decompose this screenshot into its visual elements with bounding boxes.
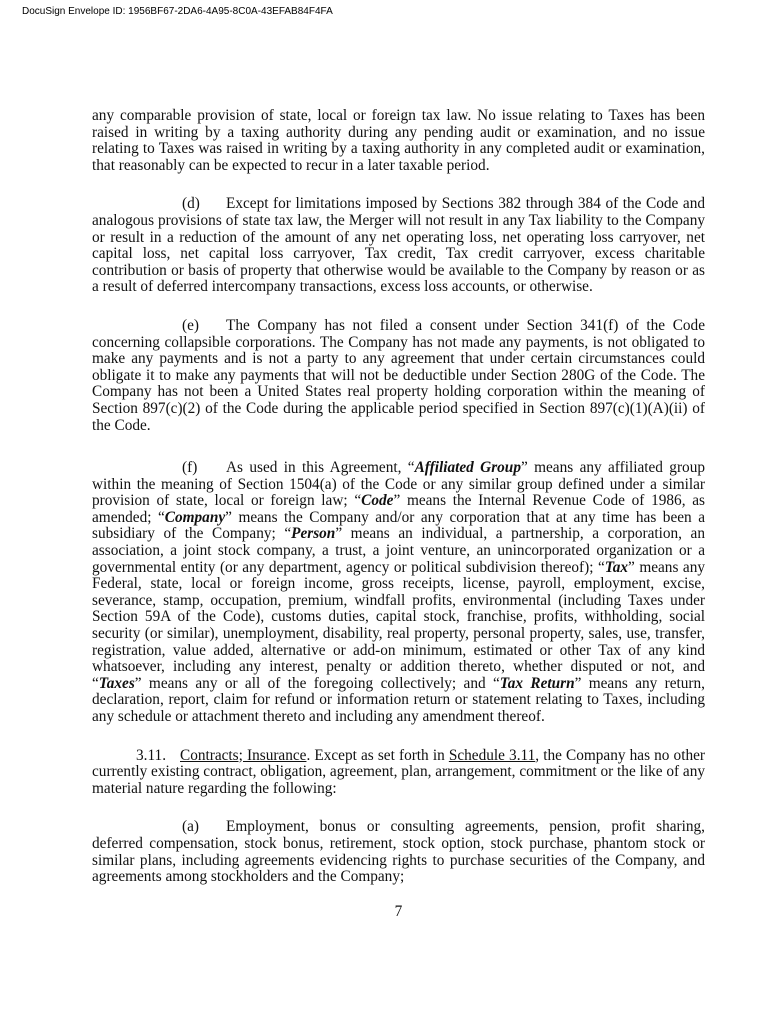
text-segment: Employment, bonus or consulting agreements, pension, profit sharing, deferred compensation, stock bonus, retirement, stock option, stock purchase, phantom stock or similar plans, including agreements evidencing rights to purchase securities of the Company, and agreements among stockholders and the Company; [92,818,705,886]
text-segment: , the Company has no other currently existing contract, obligation, agreement, plan, arrangement, commitment or the like of any material nature regarding the following: [92,746,705,797]
text-segment: . Except as set forth in [306,746,449,764]
text-segment: ” means the Company and/or any corporation that at any time has been a subsidiary of the Company; “ [92,508,705,543]
underlined-text: Schedule 3.11 [448,746,536,764]
paragraph-e [92,318,705,434]
defined-term: Code [361,492,394,510]
paragraph-label: (d) [182,195,200,213]
defined-term: Tax [604,558,629,576]
text-segment: ” means any or all of the foregoing collectively; and “ [134,674,500,692]
defined-term: Affiliated Group [414,459,521,477]
envelope-id: DocuSign Envelope ID: 1956BF67-2DA6-4A95-8C0A-43EFAB84F4FA [22,6,333,17]
text-segment: ” means any Federal, state, local or foreign income, gross receipts, license, payroll, employment, excise, severance, stamp, occupation, premium, windfall profits, environmental (including Taxes under Section 59A of the Code), customs duties, capital stock, franchise, profits, withholding, social security (or similar), unemployment, disability, real property, personal property, sales, use, transfer, registration, value added, alternative or add-on minimum, estimated or other Tax of any kind whatsoever, including any interest, penalty or addition thereto, whether disputed or not, and “ [92,558,705,692]
text-segment: ” means any affiliated group within the meaning of Section 1504(a) of the Code or any similar group defined under a similar provision of state, local or foreign law; “ [92,459,705,510]
paragraph-label: 3.11. [136,746,167,764]
paragraph-d [92,196,705,296]
paragraph-a [92,819,705,885]
text-segment: any comparable provision of state, local or foreign tax law. No issue relating to Taxes has been raised in writing by a taxing authority during any pending audit or examination, and no issue relating to Taxes was raised in writing by a taxing authority in any completed audit or examination, that reasonably can be expected to recur in a later taxable period. [92,107,705,174]
text-segment: Except for limitations imposed by Sections 382 through 384 of the Code and analogous provisions of state tax law, the Merger will not result in any Tax liability to the Company or result in a reduction of the amount of any net operating loss, net operating loss carryover, net capital loss, net capital loss carryover, Tax credit, Tax credit carryover, excess charitable contribution or basis of property that otherwise would be available to the Company by reason or as a result of deferred intercompany transactions, excess loss accounts, or otherwise. [92,195,705,296]
text-segment: As used in this Agreement, “ [226,459,415,477]
paragraph-label: (e) [182,316,199,334]
defined-term: Person [291,525,336,543]
defined-term: Company [164,508,226,526]
underlined-text: Contracts; Insurance [180,746,307,764]
page-number: 7 [394,903,403,920]
section-3-11 [92,748,705,798]
paragraph-label: (f) [182,459,198,477]
text-segment: ” means an individual, a partnership, a corporation, an association, a joint stock company, a trust, a joint venture, an unincorporated organization or a governmental entity (or any department, agency or political subdivision thereof); “ [92,525,705,576]
paragraph-f [92,460,705,726]
defined-term: Taxes [98,674,135,692]
text-segment: ” means the Internal Revenue Code of 1986, as amended; “ [92,492,705,526]
paragraph-continuation [92,108,705,174]
document-page [92,107,705,920]
defined-term: Tax Return [499,674,575,692]
text-segment: The Company has not filed a consent under Section 341(f) of the Code concerning collapsible corporations. The Company has not made any payments, is not obligated to make any payments and is not a party to any agreement that under certain circumstances could obligate it to make any payments that will not be deductible under Section 280G of the Code. The Company has not been a United States real property holding corporation within the meaning of Section 897(c)(2) of the Code during the applicable period specified in Section 897(c)(1)(A)(ii) of the Code. [92,316,705,434]
paragraph-label: (a) [182,818,199,836]
text-segment: ” means any return, declaration, report, claim for refund or information return or statement relating to Taxes, including any schedule or attachment thereto and including any amendment thereof. [92,674,705,725]
